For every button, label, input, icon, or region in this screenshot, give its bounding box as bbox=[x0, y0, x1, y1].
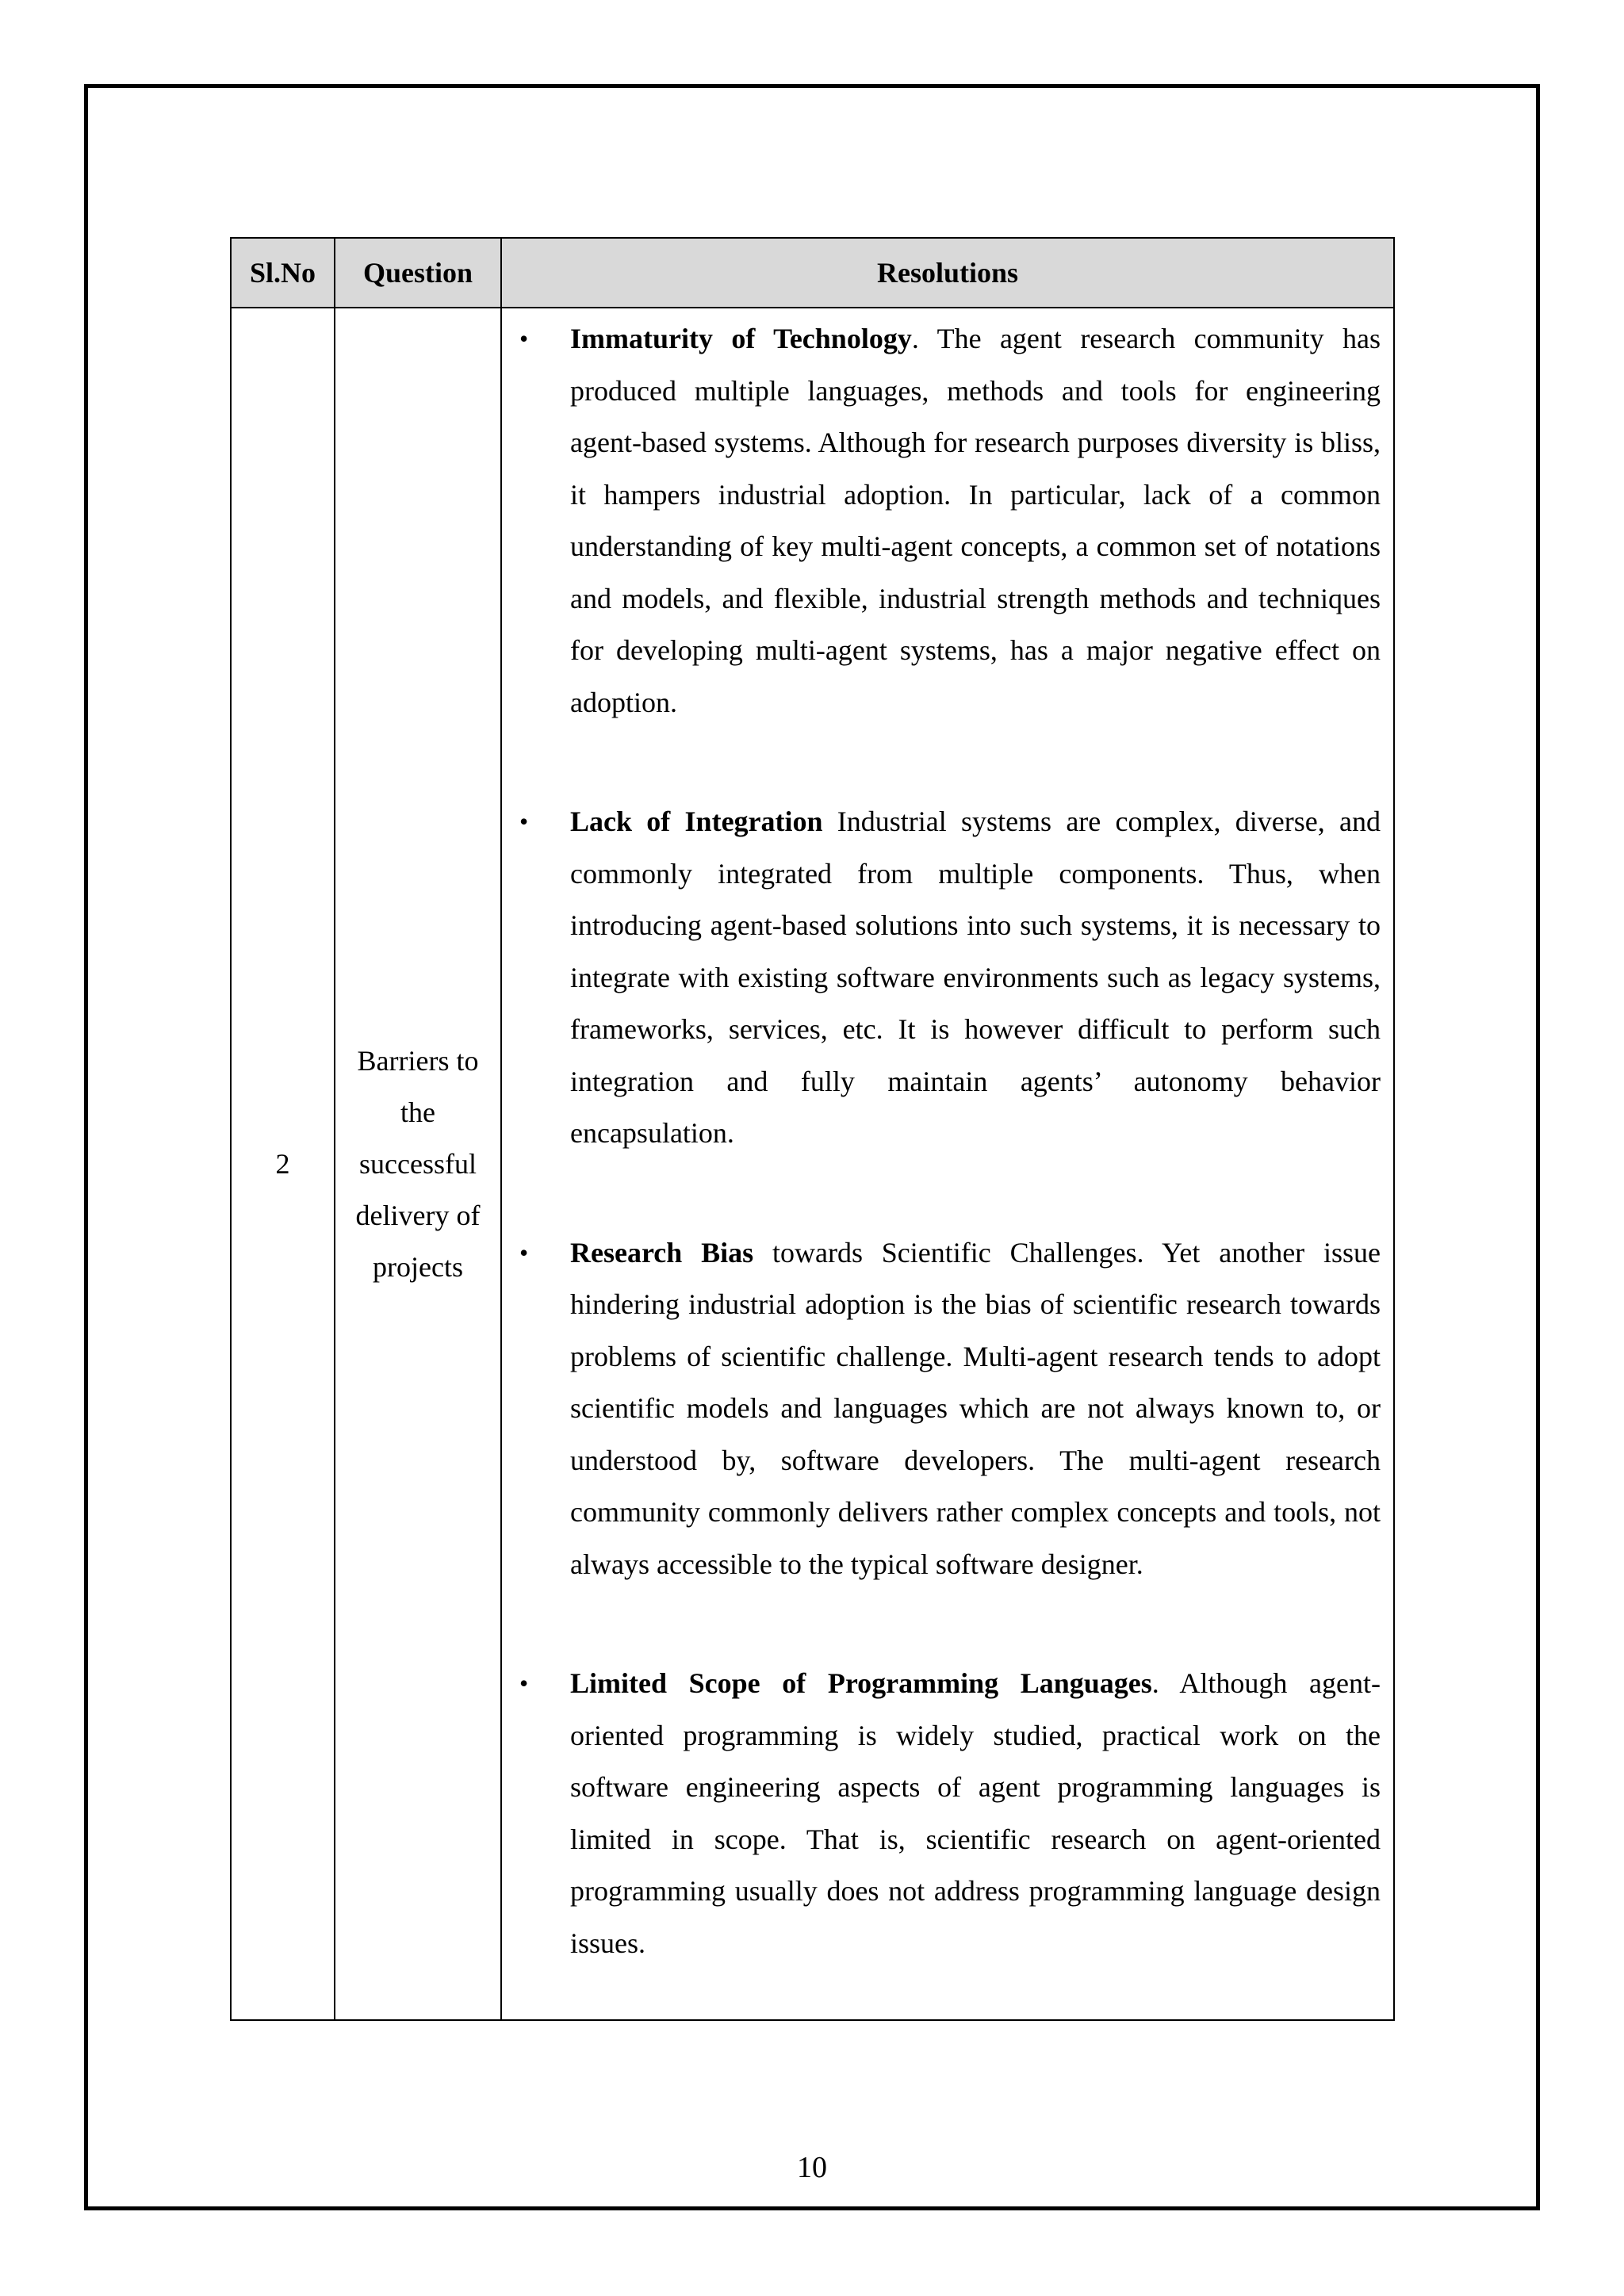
table-header-row bbox=[231, 238, 1394, 308]
page-number: 10 bbox=[797, 2151, 827, 2184]
row-slno: 2 bbox=[231, 308, 335, 2020]
resolution-item-limited-scope bbox=[502, 1658, 1381, 1969]
table-row bbox=[231, 308, 1394, 2020]
header-resolutions: Resolutions bbox=[501, 238, 1394, 308]
bullet-icon: • bbox=[519, 807, 529, 836]
resolution-text: Industrial systems are complex, diverse, and commonly integrated from multiple components. Thus, when introducing agent-based solutions into such systems, it is necessary to integrate with existing software environments such as legacy systems, frameworks, services, etc. It is however difficult to perform such integration and fully maintain agents’ autonomy behavior encapsulation. bbox=[570, 806, 1381, 1149]
bullet-icon: • bbox=[519, 324, 529, 353]
bullet-icon: • bbox=[519, 1669, 529, 1697]
resolution-title: Lack of Integration bbox=[570, 806, 823, 837]
resolution-text: towards Scientific Challenges. Yet another issue hindering industrial adoption is the bias of scientific research towards problems of scientific challenge. Multi-agent research tends to adopt scientific models and languages which are not always known to, or understood by, software developers. The multi-agent research community commonly delivers rather complex concepts and tools, not always accessible to the typical software designer. bbox=[570, 1236, 1381, 1580]
row-resolutions bbox=[501, 308, 1394, 2020]
bullet-icon: • bbox=[519, 1238, 529, 1267]
resolution-title: Research Bias bbox=[570, 1236, 754, 1269]
row-question: Barriers to the successful delivery of projects bbox=[335, 308, 501, 2020]
resolution-item-immaturity bbox=[502, 313, 1381, 729]
header-slno: Sl.No bbox=[231, 238, 335, 308]
header-question: Question bbox=[335, 238, 501, 308]
resolution-list bbox=[502, 308, 1393, 1985]
resolution-item-research-bias bbox=[502, 1227, 1381, 1591]
resolution-title: Limited Scope of Programming Languages bbox=[570, 1667, 1152, 1699]
resolution-item-integration bbox=[502, 796, 1381, 1160]
resolution-title: Immaturity of Technology bbox=[570, 323, 912, 354]
resolution-text: . The agent research community has produced multiple languages, methods and tools for engineering agent-based systems. Although for research purposes diversity is bliss, it hampers industrial adoption. In particular, lack of a common understanding of key multi-agent concepts, a common set of notations and models, and flexible, industrial strength methods and techniques for developing multi-agent systems, has a major negative effect on adoption. bbox=[570, 323, 1381, 718]
resolutions-table bbox=[230, 237, 1395, 2021]
resolution-text: . Although agent-oriented programming is widely studied, practical work on the software engineering aspects of agent programming languages is limited in scope. That is, scientific research on agent-oriented programming usually does not address programming language design issues. bbox=[570, 1667, 1381, 1959]
